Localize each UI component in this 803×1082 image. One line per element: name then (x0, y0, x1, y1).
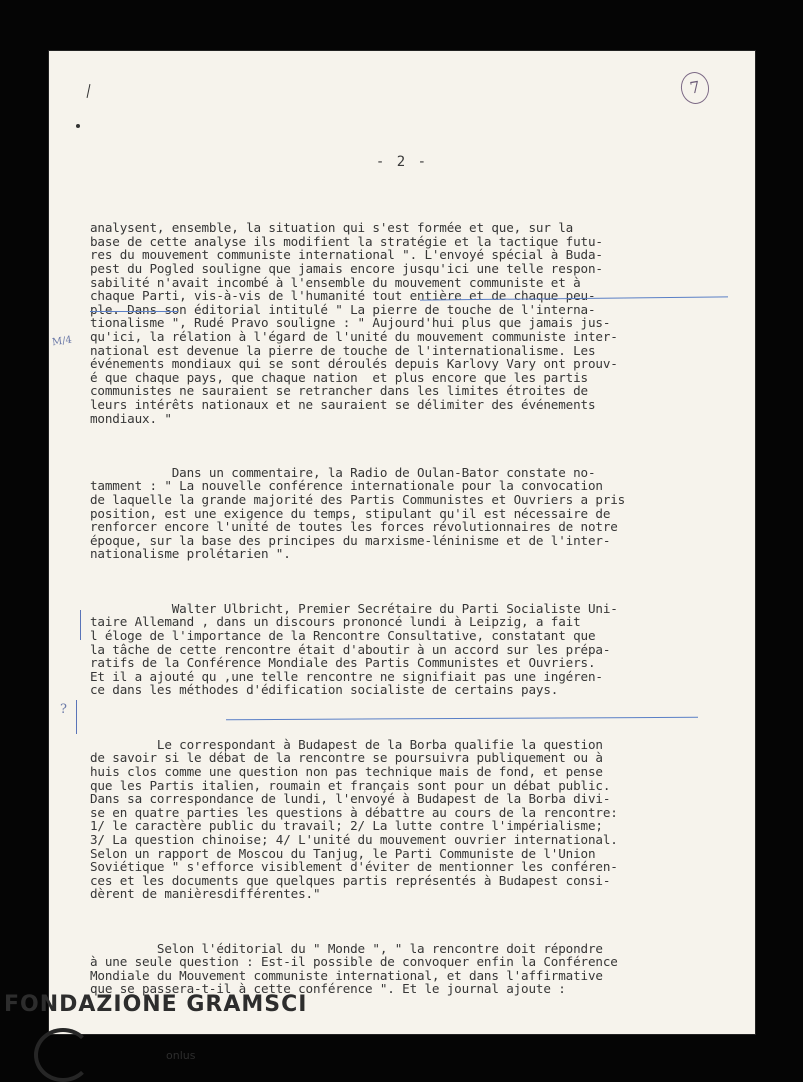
margin-question-mark: ? (60, 702, 67, 717)
pen-underline (90, 311, 178, 312)
paragraph-3: Walter Ulbricht, Premier Secrétaire du Parti Socialiste Uni- taire Allemand , dans un discours prononcé lundi à Leipzig, a fait l éloge de l'importance de la Rencontre Consultative, constatant que la tâche de cette rencontre était d'aboutir à un accord sur les prépa- ratifs de la Conférence Mondiale des Partis Communistes et Ouvriers. Et il a ajouté qu ,une telle rencontre ne signifiait pas une ingéren- ce dans les méthodes d'édification socialiste de certains pays. (90, 600, 618, 698)
paragraph-5: Selon l'éditorial du " Monde ", " la rencontre doit répondre à une seule question : Est-il possible de convoquer enfin la Conférence Mondiale du Mouvement communiste international, et dans l'affirmative que se passera-t-il à cette conférence ". Et le journal ajoute : (90, 940, 618, 997)
foundation-logo-icon (34, 1028, 92, 1082)
watermark-title: FONDAZIONE GRAMSCI (4, 992, 308, 1017)
page-number: - 2 - (375, 154, 429, 170)
margin-bracket (80, 610, 81, 640)
page-count-annotation: 7 (678, 70, 711, 106)
binder-pencil-mark (87, 84, 91, 98)
watermark-subtitle: onlus (166, 1049, 196, 1062)
document-body (90, 194, 730, 1023)
margin-note: M/4 (51, 334, 73, 349)
binder-speck-mark (76, 124, 80, 128)
paragraph-4: Le correspondant à Budapest de la Borba qualifie la question de savoir si le débat de la rencontre se poursuivra publiquement ou à huis clos comme une question non pas technique mais de fond, et pense que les Partis italien, roumain et français sont pour un débat public. Dans sa correspondance de lundi, l'envoyé à Budapest de la Borba divi- se en quatre parties les questions à débattre au cours de la rencontre: 1/ le caractère public du travail; 2/ La lutte contre l'impérialisme; 3/ La question chinoise; 4/ L'unité du mouvement ouvrier international. Selon un rapport de Moscou du Tanjug, le Parti Communiste de l'Union Soviétique " s'efforce visiblement d'éviter de mentionner les conféren- ces et les documents que quelques partis représentés à Budapest consi- dèrent de manièresdifférentes." (90, 736, 618, 902)
document-page (48, 50, 756, 1035)
paragraph-1: analysent, ensemble, la situation qui s'est formée et que, sur la base de cette analyse ils modifient la stratégie et la tactique futu- res du mouvement communiste international ". L'envoyé spécial à Buda- pest du Pogled souligne que jamais encore jusqu'ici une telle respon- sabilité n'avait incombé à l'ensemble du mouvement communiste et à chaque Parti, vis-à-vis de l'humanité tout entière et de chaque peu- ple. Dans son éditorial intitulé " La pierre de touche de l'interna- tionalisme ", Rudé Pravo souligne : " Aujourd'hui plus que jamais jus- qu'ici, la rélation à l'égard de l'unité du mouvement communiste inter- national est devenue la pierre de touche de l'internationalisme. Les événements mondiaux qui se sont déroulés depuis Karlovy Vary ont prouv- é que chaque pays, que chaque nation et plus encore que les partis communistes ne sauraient se retrancher dans les limites étroites de leurs intérêts nationaux et ne sauraient se délimiter des événements mondiaux. " (90, 220, 618, 426)
paragraph-2: Dans un commentaire, la Radio de Oulan-Bator constate no- tamment : " La nouvelle conférence internationale pour la convocation de laquelle la grande majorité des Partis Communistes et Ouvriers a pris position, est une exigence du temps, stipulant qu'il est nécessaire de renforcer encore l'unité de toutes les forces révolutionnaires de notre époque, sur la base des principes du marxisme-léninisme et de l'inter- nationalisme prolétarien ". (90, 464, 626, 562)
margin-bracket (76, 700, 77, 734)
